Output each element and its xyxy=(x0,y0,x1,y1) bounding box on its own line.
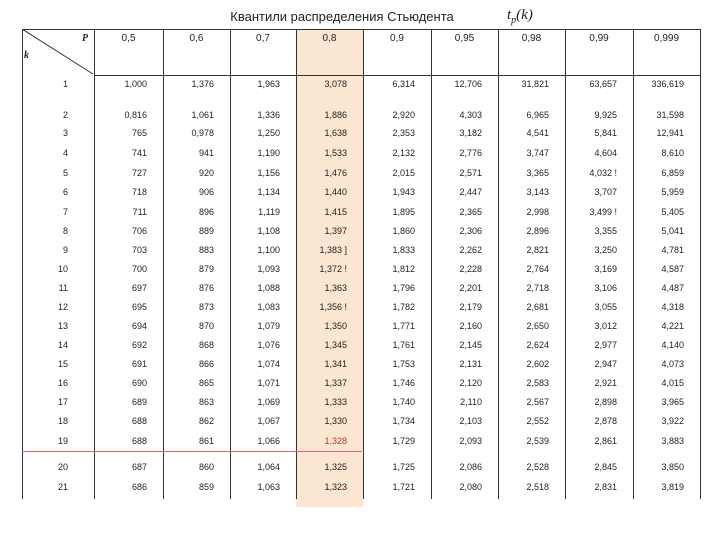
table-cell: 2,093 xyxy=(459,436,482,446)
table-cell: 2,528 xyxy=(526,462,549,472)
table-header-border xyxy=(94,75,700,76)
table-cell: 3,250 xyxy=(594,245,617,255)
table-cell: 2,776 xyxy=(459,148,482,158)
table-cell: 1,323 xyxy=(324,482,347,492)
table-cell: 1,886 xyxy=(324,110,347,120)
table-cell: 2,306 xyxy=(459,226,482,236)
table-cell: 4,487 xyxy=(661,283,684,293)
table-cell: 1,067 xyxy=(257,416,280,426)
table-cell: 703 xyxy=(131,245,147,255)
table-cell: 3,707 xyxy=(594,187,617,197)
table-cell: 3,106 xyxy=(594,283,617,293)
table-cell: 1,533 xyxy=(324,148,347,158)
table-cell: 2,160 xyxy=(459,321,482,331)
row-k-value: 19 xyxy=(57,436,68,446)
table-cell: 863 xyxy=(198,397,214,407)
column-header: 0,99 xyxy=(589,33,609,44)
table-cell: 5,405 xyxy=(661,207,684,217)
formula-t: t xyxy=(507,7,512,23)
table-cell: 2,539 xyxy=(526,436,549,446)
table-cell: 1,356 ! xyxy=(319,302,347,312)
table-cell: 31,821 xyxy=(521,79,549,89)
table-cell: 63,657 xyxy=(589,79,617,89)
table-cell: 2,821 xyxy=(526,245,549,255)
table-cell: 700 xyxy=(131,264,147,274)
table-cell: 1,250 xyxy=(257,128,280,138)
table-cell: 1,895 xyxy=(392,207,415,217)
table-cell: 3,850 xyxy=(661,462,684,472)
table-cell: 860 xyxy=(198,462,214,472)
table-cell: 1,796 xyxy=(392,283,415,293)
table-cell: 1,397 xyxy=(324,226,347,236)
table-cell: 2,921 xyxy=(594,378,617,388)
column-header: 0,5 xyxy=(121,33,136,44)
table-cell: 2,845 xyxy=(594,462,617,472)
table-cell: 2,262 xyxy=(459,245,482,255)
table-cell: 0,978 xyxy=(191,128,214,138)
table-cell: 1,336 xyxy=(257,110,280,120)
table-cell: 1,337 xyxy=(324,378,347,388)
row-k-value: 16 xyxy=(57,378,68,388)
table-cell: 4,073 xyxy=(661,359,684,369)
table-cell: 865 xyxy=(198,378,214,388)
row-k-value: 21 xyxy=(57,482,68,492)
table-cell: 2,624 xyxy=(526,340,549,350)
row-k-value: 1 xyxy=(62,79,68,89)
table-cell: 1,812 xyxy=(392,264,415,274)
column-header: 0,6 xyxy=(189,33,204,44)
table-cell: 718 xyxy=(131,187,147,197)
table-cell: 4,541 xyxy=(526,128,549,138)
table-cell: 920 xyxy=(198,168,214,178)
table-cell: 2,518 xyxy=(526,482,549,492)
title-text: Квантили распределения Стьюдента xyxy=(230,9,454,24)
table-cell: 906 xyxy=(198,187,214,197)
table-cell: 706 xyxy=(131,226,147,236)
table-cell: 2,120 xyxy=(459,378,482,388)
table-cell: 2,602 xyxy=(526,359,549,369)
table-cell: 2,650 xyxy=(526,321,549,331)
table-cell: 868 xyxy=(198,340,214,350)
table-cell: 2,977 xyxy=(594,340,617,350)
table-cell: 873 xyxy=(198,302,214,312)
table-cell: 1,330 xyxy=(324,416,347,426)
table-cell: 1,721 xyxy=(392,482,415,492)
table-cell: 2,920 xyxy=(392,110,415,120)
table-cell: 866 xyxy=(198,359,214,369)
table-cell: 2,831 xyxy=(594,482,617,492)
table-cell: 1,083 xyxy=(257,302,280,312)
column-header: 0,98 xyxy=(521,33,542,44)
row-k-value: 13 xyxy=(57,321,68,331)
table-cell: 1,440 xyxy=(324,187,347,197)
column-header: 0,999 xyxy=(653,33,680,44)
table-cell: 1,100 xyxy=(257,245,280,255)
table-cell: 4,318 xyxy=(661,302,684,312)
table-cell: 3,499 ! xyxy=(589,207,617,217)
table-cell: 695 xyxy=(131,302,147,312)
table-cell: 9,925 xyxy=(594,110,617,120)
table-vline xyxy=(22,29,23,499)
table-cell: 2,571 xyxy=(459,168,482,178)
table-cell: 2,132 xyxy=(392,148,415,158)
table-cell: 1,325 xyxy=(324,462,347,472)
table-cell: 2,998 xyxy=(526,207,549,217)
column-header: 0,7 xyxy=(256,33,270,44)
table-cell: 1,328 xyxy=(324,436,347,446)
table-cell: 889 xyxy=(198,226,214,236)
table-cell: 3,365 xyxy=(526,168,549,178)
table-cell: 1,860 xyxy=(392,226,415,236)
table-cell: 3,355 xyxy=(594,226,617,236)
table-cell: 1,088 xyxy=(257,283,280,293)
table-cell: 1,833 xyxy=(392,245,415,255)
table-cell: 2,103 xyxy=(459,416,482,426)
table-cell: 2,947 xyxy=(594,359,617,369)
formula-sub: p xyxy=(511,15,517,26)
table-cell: 1,064 xyxy=(257,462,280,472)
table-cell: 12,706 xyxy=(454,79,482,89)
column-header: 0,95 xyxy=(454,33,475,44)
table-top-border xyxy=(22,29,700,30)
table-cell: 1,761 xyxy=(392,340,415,350)
header-k-label: k xyxy=(24,50,29,61)
table-cell: 1,638 xyxy=(324,128,347,138)
table-cell: 711 xyxy=(132,207,147,217)
row-k-value: 3 xyxy=(62,128,68,138)
table-cell: 3,012 xyxy=(594,321,617,331)
table-cell: 1,963 xyxy=(257,79,280,89)
table-cell: 1,771 xyxy=(392,321,415,331)
table-cell: 2,179 xyxy=(459,302,482,312)
table-cell: 688 xyxy=(131,416,147,426)
table-cell: 8,610 xyxy=(661,148,684,158)
row-k-value: 17 xyxy=(57,397,68,407)
table-cell: 6,314 xyxy=(392,79,415,89)
table-cell: 4,587 xyxy=(661,264,684,274)
table-cell: 1,108 xyxy=(257,226,280,236)
table-cell: 1,071 xyxy=(257,378,280,388)
table-cell: 0,816 xyxy=(124,110,147,120)
table-cell: 2,015 xyxy=(392,168,415,178)
table-cell: 2,898 xyxy=(594,397,617,407)
table-cell: 1,746 xyxy=(392,378,415,388)
table-cell: 1,350 xyxy=(324,321,347,331)
table-cell: 2,861 xyxy=(594,436,617,446)
table-cell: 1,000 xyxy=(124,79,147,89)
table-cell: 4,015 xyxy=(661,378,684,388)
row-k-value: 20 xyxy=(57,462,68,472)
table-cell: 3,078 xyxy=(324,79,347,89)
table-cell: 883 xyxy=(198,245,214,255)
row-k-value: 5 xyxy=(62,168,68,178)
table-cell: 1,079 xyxy=(257,321,280,331)
table-cell: 3,747 xyxy=(526,148,549,158)
table-cell: 2,681 xyxy=(526,302,549,312)
table-cell: 1,069 xyxy=(257,397,280,407)
row-k-value: 8 xyxy=(62,226,68,236)
row-k-value: 2 xyxy=(62,110,68,120)
table-cell: 3,965 xyxy=(661,397,684,407)
table-cell: 1,341 xyxy=(324,359,347,369)
table-cell: 4,303 xyxy=(459,110,482,120)
table-cell: 3,883 xyxy=(661,436,684,446)
table-cell: 3,922 xyxy=(661,416,684,426)
table-cell: 689 xyxy=(131,397,147,407)
table-cell: 2,764 xyxy=(526,264,549,274)
table-cell: 12,941 xyxy=(656,128,684,138)
row-k-value: 6 xyxy=(62,187,68,197)
table-cell: 1,376 xyxy=(191,79,214,89)
table-cell: 862 xyxy=(198,416,214,426)
table-cell: 876 xyxy=(198,283,214,293)
row-k-value: 7 xyxy=(62,207,68,217)
table-cell: 694 xyxy=(131,321,147,331)
table-cell: 2,353 xyxy=(392,128,415,138)
table-cell: 879 xyxy=(198,264,214,274)
table-cell: 1,156 xyxy=(257,168,280,178)
table-cell: 2,201 xyxy=(459,283,482,293)
table-cell: 3,055 xyxy=(594,302,617,312)
table-cell: 5,841 xyxy=(594,128,617,138)
table-cell: 690 xyxy=(131,378,147,388)
table-title xyxy=(0,9,720,24)
table-cell: 686 xyxy=(131,482,147,492)
table-cell: 1,061 xyxy=(191,110,214,120)
table-cell: 2,447 xyxy=(459,187,482,197)
row-k-value: 14 xyxy=(57,340,68,350)
table-cell: 1,753 xyxy=(392,359,415,369)
table-cell: 765 xyxy=(131,128,147,138)
table-cell: 3,819 xyxy=(661,482,684,492)
table-cell: 1,134 xyxy=(257,187,280,197)
table-cell: 941 xyxy=(198,148,214,158)
header-p-label: P xyxy=(82,33,89,44)
table-cell: 4,140 xyxy=(661,340,684,350)
table-cell: 1,734 xyxy=(392,416,415,426)
table-cell: 4,604 xyxy=(594,148,617,158)
table-cell: 1,074 xyxy=(257,359,280,369)
table-cell: 1,372 ! xyxy=(319,264,347,274)
table-cell: 1,066 xyxy=(257,436,280,446)
table-cell: 31,598 xyxy=(656,110,684,120)
table-cell: 2,567 xyxy=(526,397,549,407)
table-cell: 2,110 xyxy=(460,397,482,407)
table-cell: 4,221 xyxy=(661,321,684,331)
table-cell: 896 xyxy=(198,207,214,217)
column-header: 0,9 xyxy=(390,33,404,44)
row-k-value: 10 xyxy=(57,264,68,274)
table-cell: 1,190 xyxy=(257,148,280,158)
table-cell: 2,552 xyxy=(526,416,549,426)
row-k-value: 11 xyxy=(58,283,68,293)
table-cell: 1,076 xyxy=(257,340,280,350)
table-cell: 1,063 xyxy=(257,482,280,492)
table-cell: 6,859 xyxy=(661,168,684,178)
table-cell: 1,476 xyxy=(324,168,347,178)
table-cell: 336,619 xyxy=(651,79,684,89)
table-vline xyxy=(700,29,701,499)
table-cell: 4,781 xyxy=(661,245,684,255)
table-cell: 1,729 xyxy=(392,436,415,446)
table-cell: 1,415 xyxy=(324,207,347,217)
row-k-value: 15 xyxy=(57,359,68,369)
table-cell: 1,093 xyxy=(257,264,280,274)
row-19-red-line xyxy=(22,451,362,452)
table-cell: 1,333 xyxy=(324,397,347,407)
table-cell: 2,145 xyxy=(459,340,482,350)
table-cell: 1,383 ] xyxy=(319,245,347,255)
row-k-value: 4 xyxy=(62,148,68,158)
row-k-value: 12 xyxy=(57,302,68,312)
table-cell: 870 xyxy=(198,321,214,331)
table-cell: 3,143 xyxy=(526,187,549,197)
table-cell: 1,345 xyxy=(324,340,347,350)
table-cell: 1,119 xyxy=(258,207,280,217)
table-cell: 1,725 xyxy=(392,462,415,472)
table-cell: 2,718 xyxy=(526,283,549,293)
row-k-value: 18 xyxy=(57,416,68,426)
table-cell: 5,041 xyxy=(661,226,684,236)
table-cell: 2,131 xyxy=(459,359,482,369)
table-cell: 1,363 xyxy=(324,283,347,293)
table-cell: 2,896 xyxy=(526,226,549,236)
table-cell: 2,583 xyxy=(526,378,549,388)
table-cell: 2,878 xyxy=(594,416,617,426)
table-cell: 6,965 xyxy=(526,110,549,120)
table-cell: 697 xyxy=(131,283,147,293)
table-cell: 1,782 xyxy=(392,302,415,312)
table-cell: 3,169 xyxy=(594,264,617,274)
table-cell: 691 xyxy=(131,359,147,369)
table-cell: 2,365 xyxy=(459,207,482,217)
table-cell: 1,740 xyxy=(392,397,415,407)
table-cell: 2,086 xyxy=(459,462,482,472)
table-cell: 741 xyxy=(131,148,147,158)
column-header: 0,8 xyxy=(322,33,337,44)
table-cell: 2,080 xyxy=(459,482,482,492)
table-cell: 861 xyxy=(198,436,214,446)
table-cell: 859 xyxy=(198,482,214,492)
table-cell: 688 xyxy=(131,436,147,446)
formula-label xyxy=(507,7,533,26)
table-cell: 3,182 xyxy=(459,128,482,138)
table-cell: 1,943 xyxy=(392,187,415,197)
table-cell: 687 xyxy=(131,462,147,472)
table-cell: 692 xyxy=(131,340,147,350)
table-cell: 5,959 xyxy=(661,187,684,197)
table-cell: 727 xyxy=(131,168,147,178)
row-k-value: 9 xyxy=(62,245,68,255)
table-cell: 4,032 ! xyxy=(589,168,617,178)
table-cell: 2,228 xyxy=(459,264,482,274)
formula-arg: (k) xyxy=(516,7,533,23)
